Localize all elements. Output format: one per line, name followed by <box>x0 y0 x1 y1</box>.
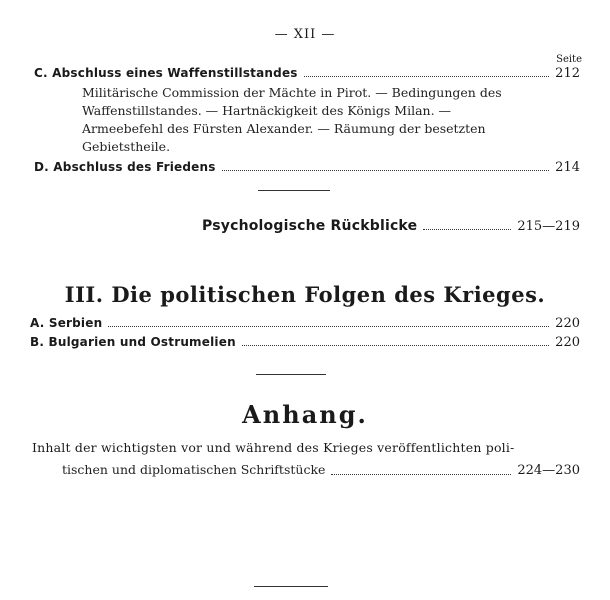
toc-entry-bulgarien <box>30 335 580 350</box>
divider-rule <box>254 586 328 587</box>
section-d-page: 214 <box>555 160 580 175</box>
section-c-page: 212 <box>555 66 580 81</box>
psych-pages: 215—219 <box>517 219 580 234</box>
toc-entry-section-d <box>34 160 580 175</box>
bulgarien-page: 220 <box>555 335 580 350</box>
dot-leader <box>304 76 550 77</box>
seite-label: Seite <box>556 54 582 65</box>
serbien-title: A. Serbien <box>30 316 103 330</box>
toc-entry-anhang <box>62 461 580 479</box>
toc-entry-serbien <box>30 316 580 331</box>
dot-leader <box>108 326 549 327</box>
divider-rule <box>256 374 326 375</box>
toc-entry-psychologische-rueckblicke <box>202 218 580 234</box>
serbien-page: 220 <box>555 316 580 331</box>
anhang-pages: 224—230 <box>517 463 580 478</box>
toc-entry-section-c <box>34 66 580 81</box>
divider-rule <box>258 190 330 191</box>
description-line: Gebietstheile. <box>82 139 171 154</box>
dot-leader <box>242 345 549 346</box>
part-three-heading: III. Die politischen Folgen des Krieges. <box>64 282 546 307</box>
description-line: Waffenstillstandes. — Hartnäckigkeit des Königs Milan. — <box>82 103 452 118</box>
anhang-line-1: Inhalt der wichtigsten vor und während des Krieges veröffentlichten poli- <box>32 440 515 455</box>
anhang-heading: Anhang. <box>242 400 368 429</box>
description-line: Armeebefehl des Fürsten Alexander. — Räumung der besetzten <box>82 121 486 136</box>
dot-leader <box>222 170 550 171</box>
description-line: Militärische Commission der Mächte in Pirot. — Bedingungen des <box>82 85 502 100</box>
section-c-description <box>82 84 502 156</box>
page-header-number: — XII — <box>274 27 336 42</box>
psych-title: Psychologische Rückblicke <box>202 218 418 234</box>
section-c-title: C. Abschluss eines Waffenstillstandes <box>34 66 298 80</box>
dot-leader <box>423 229 511 230</box>
dot-leader <box>331 474 511 475</box>
anhang-line-2: tischen und diplomatischen Schriftstücke <box>62 462 326 477</box>
section-d-title: D. Abschluss des Friedens <box>34 160 216 174</box>
bulgarien-title: B. Bulgarien und Ostrumelien <box>30 335 236 349</box>
